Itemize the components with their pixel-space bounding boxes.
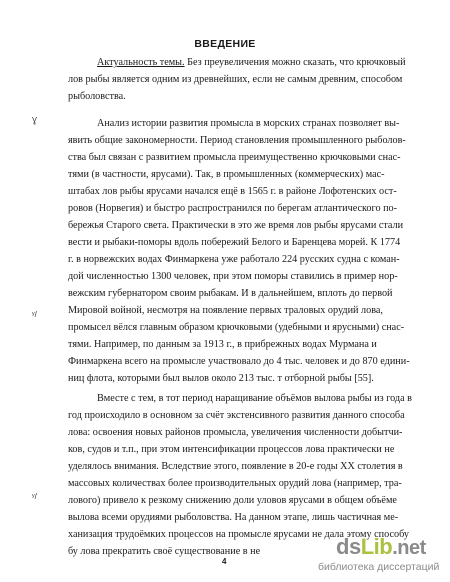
dslib-logo	[336, 534, 426, 560]
margin-mark: ʸ/	[32, 310, 37, 319]
text-line: явить общие закономерности. Период становления промышленного рыболов-	[68, 135, 406, 146]
text-line: уделялось внимания. Вследствие этого, появление в 20-е годы XX столетия в	[68, 461, 403, 472]
text-line: Вместе с тем, в тот период наращивание объёмов вылова рыбы из года в	[97, 393, 412, 404]
margin-mark: ʸ/	[32, 492, 37, 501]
text-line: тями (в частности, ярусами). Так, в промышленных (коммерческих) мас-	[68, 169, 385, 180]
margin-mark: Ɣ	[32, 116, 37, 125]
page-number: 4	[222, 557, 227, 566]
intro-line-1	[97, 57, 406, 69]
text-line: ниц флота, которыми был вылов около 213 тыс. т отборной рыбы [55].	[68, 373, 374, 384]
text-line: Анализ истории развития промысла в морских странах позволяет вы-	[97, 118, 400, 129]
intro-label: Актуальность темы.	[97, 57, 185, 68]
text-line: год происходило в основном за счёт экстенсивного развития данного способа	[68, 410, 405, 421]
text-line: массовых количествах более производительных орудий лова (например, тра-	[68, 478, 402, 489]
text-line: Финмаркена всего на промысле участвовало до 4 тыс. человек и до 870 едини-	[68, 356, 410, 367]
watermark-subtitle: библиотека диссертаций	[318, 561, 440, 573]
text-line: ровов (Норвегия) и быстро распространился по берегам атлантического по-	[68, 203, 398, 214]
text-line: дой численностью 1300 человек, при этом поморы ставились в пример нор-	[68, 271, 398, 282]
logo-ds: ds	[336, 534, 361, 559]
text-line: штабах лов рыбы ярусами начался ещё в 1565 г. в районе Лофотенских ост-	[68, 186, 397, 197]
dslib-watermark	[314, 534, 450, 578]
text-line: вести и рыбаки-поморы вдоль побережий Белого и Баренцева морей. К 1774	[68, 237, 401, 248]
logo-lib: Lib	[360, 534, 393, 559]
text-line: вылова всеми орудиями рыболовства. На данном этапе, лишь частичная ме-	[68, 512, 399, 523]
intro-line-1-text: Без преувеличения можно сказать, что крючковый	[184, 57, 406, 68]
text-line: г. в норвежских водах Финмаркена уже работало 224 русских судна с коман-	[68, 254, 400, 265]
text-line: вежским губернатором своим рыбакам. И в дальнейшем, вплоть до первой	[68, 288, 393, 299]
text-line: бережья Старого света. Практически в это же время лов рыбы ярусами стали	[68, 220, 404, 231]
text-line: бу лова прекратить своё существование в не	[68, 546, 261, 557]
text-line: Мировой войной, несмотря на появление первых траловых орудий лова,	[68, 305, 383, 316]
text-line: лового) привело к резкому снижению доли уловов ярусами в общем объёме	[68, 495, 397, 506]
text-line: тями. Например, по данным за 1913 г., в прибрежных водах Мурмана и	[68, 339, 377, 350]
text-line: ков, судов и т.п., при этом интенсификации процессов лова практически не	[68, 444, 395, 455]
logo-net: .net	[392, 537, 426, 559]
page-title: ВВЕДЕНИЕ	[194, 38, 256, 50]
text-line: лова: освоения новых районов промысла, увеличения численности добытчи-	[68, 427, 403, 438]
text-line: ства был связан с развитием промысла преимущественно крючковыми снас-	[68, 152, 401, 163]
intro-line-3: рыболовства.	[68, 91, 126, 102]
text-line: промысел вёлся главным образом крючковыми (удебными и ярусными) снас-	[68, 322, 405, 333]
text-line: ханизация трудоёмких процессов на промысле ярусами не дала этому способу	[68, 529, 409, 540]
intro-line-2: лов рыбы является одним из древнейших, если не самым древним, способом	[68, 74, 403, 85]
